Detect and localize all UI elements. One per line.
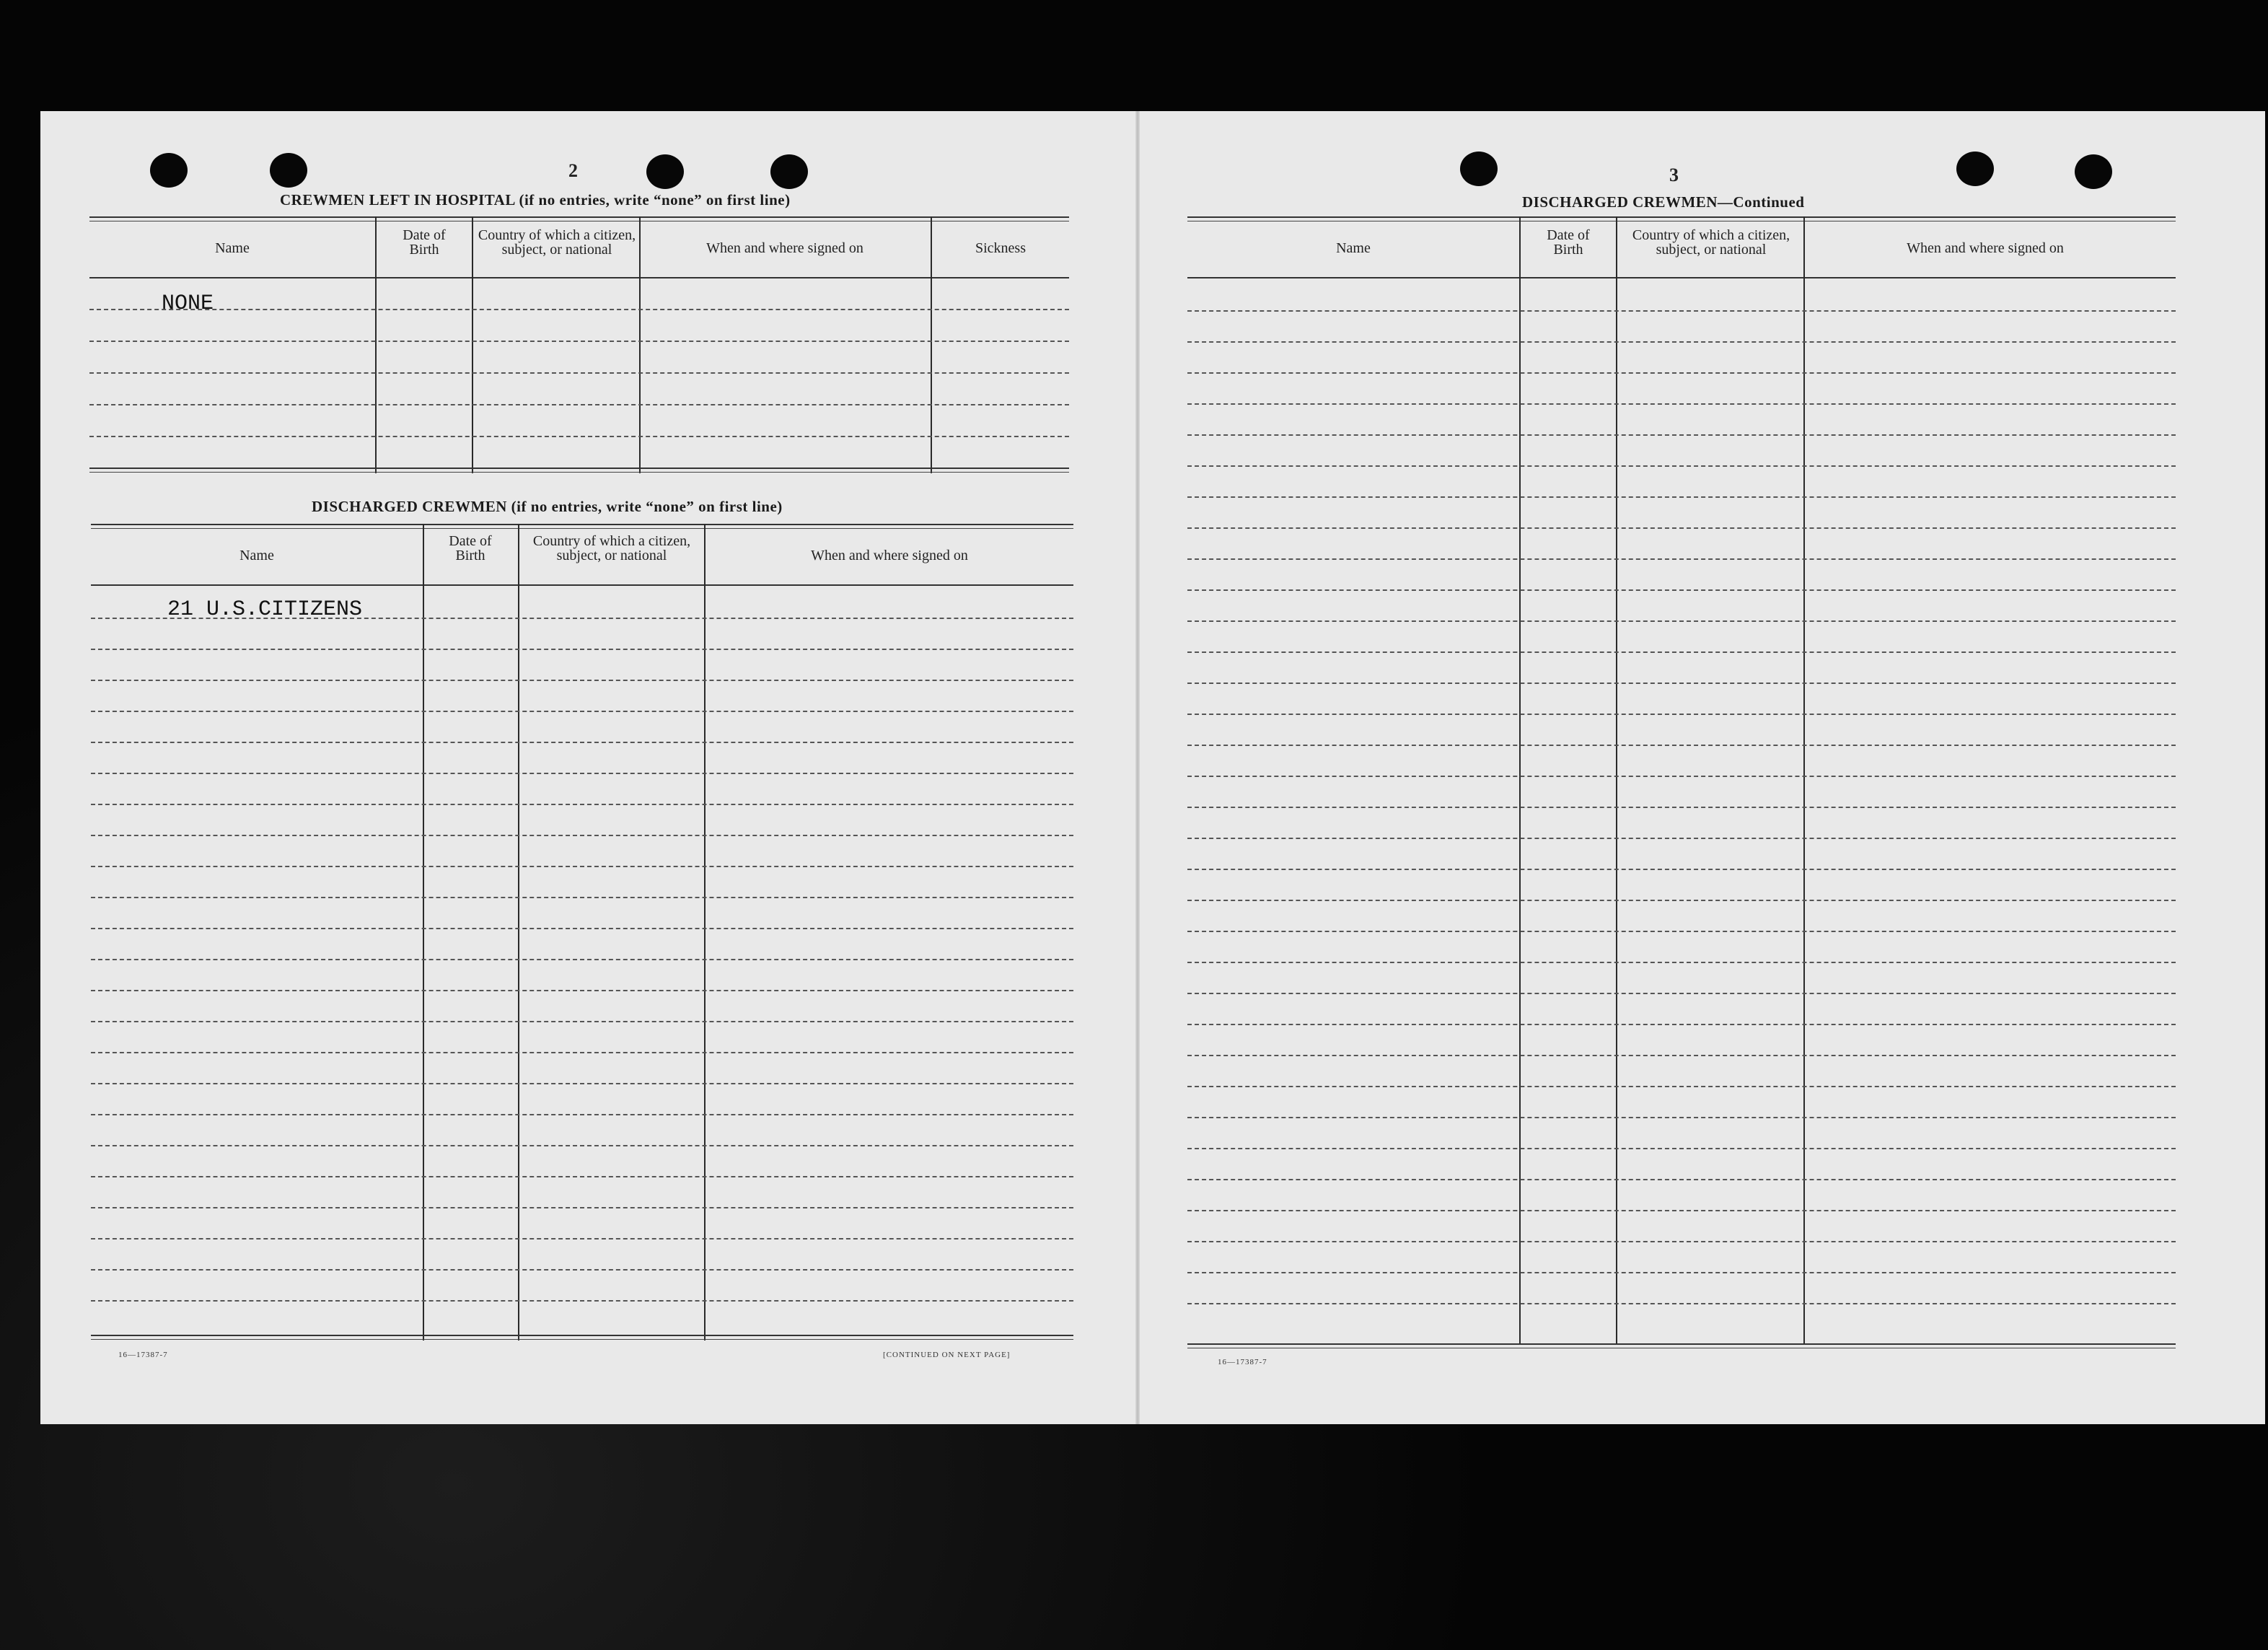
- col-when-where: When and where signed on: [706, 240, 863, 256]
- col-date-of-birth: Date of Birth: [403, 227, 446, 258]
- punch-hole: [1956, 152, 1994, 186]
- col-country: Country of which a citizen, subject, or national: [532, 533, 691, 563]
- col-sickness: Sickness: [975, 240, 1026, 256]
- form-number-right: 16—17387-7: [1218, 1358, 1267, 1366]
- discharged-section-title: DISCHARGED CREWMEN (if no entries, write “none” on first line): [312, 498, 783, 515]
- punch-hole: [770, 154, 808, 189]
- form-number-left: 16—17387-7: [118, 1351, 168, 1359]
- discharged-table-left: [91, 524, 1073, 1340]
- page-number-right: 3: [1669, 164, 1679, 185]
- page-fold: [1135, 111, 1140, 1424]
- hospital-section-title: CREWMEN LEFT IN HOSPITAL (if no entries, write “none” on first line): [280, 191, 791, 209]
- col-date-of-birth: Date of Birth: [449, 533, 492, 563]
- continued-note: [CONTINUED ON NEXT PAGE]: [883, 1351, 1011, 1359]
- punch-hole: [270, 153, 307, 188]
- punch-hole: [150, 153, 188, 188]
- col-country: Country of which a citizen, subject, or national: [478, 227, 636, 258]
- punch-hole: [1460, 152, 1498, 186]
- hospital-entry: NONE: [162, 291, 214, 316]
- hospital-table: [89, 216, 1069, 473]
- col-country: Country of which a citizen, subject, or national: [1632, 227, 1790, 258]
- col-name: Name: [1336, 240, 1371, 256]
- col-name: Name: [239, 548, 274, 563]
- discharged-continued-title: DISCHARGED CREWMEN—Continued: [1522, 193, 1805, 211]
- col-when-where: When and where signed on: [811, 548, 968, 563]
- discharged-entry: 21 U.S.CITIZENS: [167, 597, 363, 622]
- page-number-left: 2: [568, 160, 578, 181]
- col-when-where: When and where signed on: [1907, 240, 2064, 256]
- punch-hole: [2075, 154, 2112, 189]
- col-name: Name: [215, 240, 250, 256]
- col-date-of-birth: Date of Birth: [1547, 227, 1590, 258]
- punch-hole: [646, 154, 684, 189]
- discharged-table-right: [1187, 216, 2176, 1351]
